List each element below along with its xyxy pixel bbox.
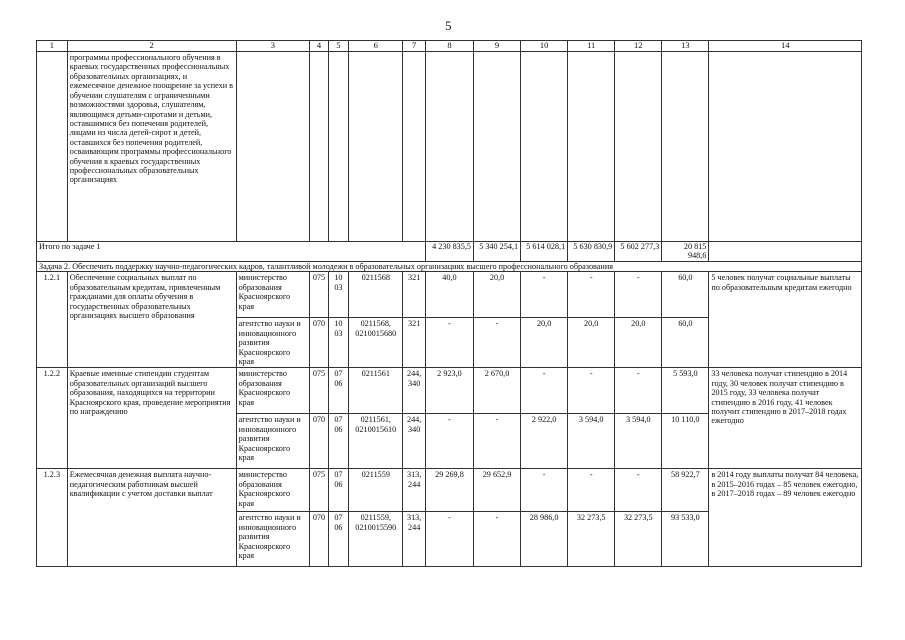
empty-cell <box>662 52 709 242</box>
value-cell: 2 670,0 <box>474 368 521 414</box>
value-cell: 2 923,0 <box>425 368 473 414</box>
value-cell: 2 922,0 <box>521 414 568 469</box>
header-cell: 2 <box>67 41 236 52</box>
empty-cell <box>521 52 568 242</box>
header-cell: 4 <box>310 41 328 52</box>
executor-cell: министерство образования Красноярского края <box>236 368 310 414</box>
page-number: 5 <box>445 18 452 33</box>
item-name: Ежемесячная денежная выплата научно-педагогическим работникам высшей квалификации с учетом доставки выплат <box>67 469 236 567</box>
header-row <box>37 41 862 52</box>
item-number: 1.2.1 <box>37 272 68 368</box>
header-cell: 6 <box>349 41 403 52</box>
grbs-cell: 070 <box>310 318 328 368</box>
value-cell: 10 110,0 <box>662 414 709 469</box>
value-cell: 20,0 <box>521 318 568 368</box>
value-cell: - <box>568 469 615 512</box>
value-cell: - <box>521 368 568 414</box>
empty-cell <box>328 52 348 242</box>
task-title: Задача 2. Обеспечить поддержку научно-педагогических кадров, талантливой молодежи в образовательных организациях высшего профессионального образования <box>37 261 862 271</box>
executor-cell: министерство образования Красноярского края <box>236 469 310 512</box>
value-cell: - <box>615 368 662 414</box>
value-cell: 20,0 <box>615 318 662 368</box>
empty-cell <box>474 52 521 242</box>
empty-cell <box>568 52 615 242</box>
item-row <box>37 469 862 512</box>
item-row <box>37 368 862 414</box>
header-cell: 12 <box>615 41 662 52</box>
executor-cell: агентство науки и инновационного развития Красноярского края <box>236 512 310 567</box>
empty-cell <box>310 52 328 242</box>
value-cell: - <box>568 272 615 318</box>
value-cell: 93 533,0 <box>662 512 709 567</box>
rzpr-cell: 07 06 <box>328 414 348 469</box>
rzpr-cell: 10 03 <box>328 272 348 318</box>
program-table <box>36 40 862 567</box>
expected-result: 33 человека получат стипендию в 2014 году, 30 человек получат стипендию в 2015 году, 33 человека получат стипендию в 2016 году, 41 человек получит стипендию в 2017–2018 годах ежегодно <box>709 368 862 469</box>
vr-cell: 321 <box>403 272 426 318</box>
grbs-cell: 075 <box>310 469 328 512</box>
empty-cell <box>37 52 68 242</box>
total-value: 5 630 830,9 <box>568 242 615 262</box>
value-cell: - <box>425 414 473 469</box>
executor-cell: агентство науки и инновационного развития Красноярского края <box>236 414 310 469</box>
value-cell: 3 594,0 <box>568 414 615 469</box>
csr-cell: 0211561, 0210015610 <box>349 414 403 469</box>
value-cell: 32 273,5 <box>568 512 615 567</box>
empty-cell <box>615 52 662 242</box>
continuation-text: программы профессионального обучения в краевых государственных профессиональных образовательных организациях, и ежемесячное денежное поощрение за успехи в обучении слушателям с ограниченными возможностями здоровья, слушателям, являющимся детьми-сиротами и детьми, оставшимися без попечения родителей, лицами из числа детей-сирот и детей, оставшихся без попечения родителей, осваивающим программы профессионального обучения в краевых государственных профессиональных образовательных организациях <box>67 52 236 242</box>
total-label: Итого по задаче 1 <box>37 242 426 262</box>
value-cell: 60,0 <box>662 272 709 318</box>
total-value: 5 602 277,3 <box>615 242 662 262</box>
total-value: 5 614 028,1 <box>521 242 568 262</box>
value-cell: - <box>474 318 521 368</box>
csr-cell: 0211568 <box>349 272 403 318</box>
empty-cell <box>425 52 473 242</box>
header-cell: 3 <box>236 41 310 52</box>
empty-cell <box>349 52 403 242</box>
empty-cell <box>709 52 862 242</box>
grbs-cell: 075 <box>310 272 328 318</box>
expected-result: в 2014 году выплаты получат 84 человека, в 2015–2016 годах – 85 человек ежегодно, в 2017–2018 годах – 89 человек ежегодно <box>709 469 862 567</box>
csr-cell: 0211559, 0210015590 <box>349 512 403 567</box>
grbs-cell: 070 <box>310 512 328 567</box>
total-value: 20 815 948,6 <box>662 242 709 262</box>
task-row <box>37 261 862 271</box>
value-cell: 60,0 <box>662 318 709 368</box>
total-row <box>37 242 862 262</box>
value-cell: 29 652,9 <box>474 469 521 512</box>
item-name: Обеспечение социальных выплат по образовательным кредитам, привлеченным гражданами для оплаты обучения в государственных образовательных организациях высшего образования <box>67 272 236 368</box>
grbs-cell: 075 <box>310 368 328 414</box>
total-value: 5 340 254,1 <box>474 242 521 262</box>
header-cell: 13 <box>662 41 709 52</box>
grbs-cell: 070 <box>310 414 328 469</box>
value-cell: - <box>474 512 521 567</box>
value-cell: - <box>521 272 568 318</box>
empty-cell <box>236 52 310 242</box>
csr-cell: 0211568, 0210015680 <box>349 318 403 368</box>
value-cell: - <box>425 512 473 567</box>
value-cell: - <box>521 469 568 512</box>
item-number: 1.2.3 <box>37 469 68 567</box>
value-cell: - <box>425 318 473 368</box>
expected-result: 5 человек получат социальные выплаты по образовательным кредитам ежегодно <box>709 272 862 368</box>
vr-cell: 313, 244 <box>403 469 426 512</box>
value-cell: - <box>615 272 662 318</box>
value-cell: 40,0 <box>425 272 473 318</box>
value-cell: - <box>474 414 521 469</box>
vr-cell: 244, 340 <box>403 414 426 469</box>
empty-cell <box>709 242 862 262</box>
executor-cell: агентство науки и инновационного развития Красноярского края <box>236 318 310 368</box>
value-cell: 3 594,0 <box>615 414 662 469</box>
vr-cell: 321 <box>403 318 426 368</box>
total-value: 4 230 835,5 <box>425 242 473 262</box>
vr-cell: 313, 244 <box>403 512 426 567</box>
value-cell: - <box>615 469 662 512</box>
header-cell: 8 <box>425 41 473 52</box>
value-cell: 32 273,5 <box>615 512 662 567</box>
value-cell: 5 593,0 <box>662 368 709 414</box>
value-cell: 20,0 <box>568 318 615 368</box>
item-row <box>37 272 862 318</box>
header-cell: 9 <box>474 41 521 52</box>
item-number: 1.2.2 <box>37 368 68 469</box>
header-cell: 10 <box>521 41 568 52</box>
value-cell: - <box>568 368 615 414</box>
value-cell: 29 269,8 <box>425 469 473 512</box>
csr-cell: 0211561 <box>349 368 403 414</box>
header-cell: 5 <box>328 41 348 52</box>
value-cell: 58 922,7 <box>662 469 709 512</box>
item-name: Краевые именные стипендии студентам образовательных организаций высшего образования, находящихся на территории Красноярского края, проведение мероприятия по награждению <box>67 368 236 469</box>
executor-cell: министерство образования Красноярского края <box>236 272 310 318</box>
header-cell: 14 <box>709 41 862 52</box>
header-cell: 1 <box>37 41 68 52</box>
header-cell: 11 <box>568 41 615 52</box>
continuation-row <box>37 52 862 242</box>
rzpr-cell: 10 03 <box>328 318 348 368</box>
csr-cell: 0211559 <box>349 469 403 512</box>
rzpr-cell: 07 06 <box>328 512 348 567</box>
value-cell: 28 986,0 <box>521 512 568 567</box>
vr-cell: 244, 340 <box>403 368 426 414</box>
value-cell: 20,0 <box>474 272 521 318</box>
empty-cell <box>403 52 426 242</box>
header-cell: 7 <box>403 41 426 52</box>
rzpr-cell: 07 06 <box>328 469 348 512</box>
rzpr-cell: 07 06 <box>328 368 348 414</box>
